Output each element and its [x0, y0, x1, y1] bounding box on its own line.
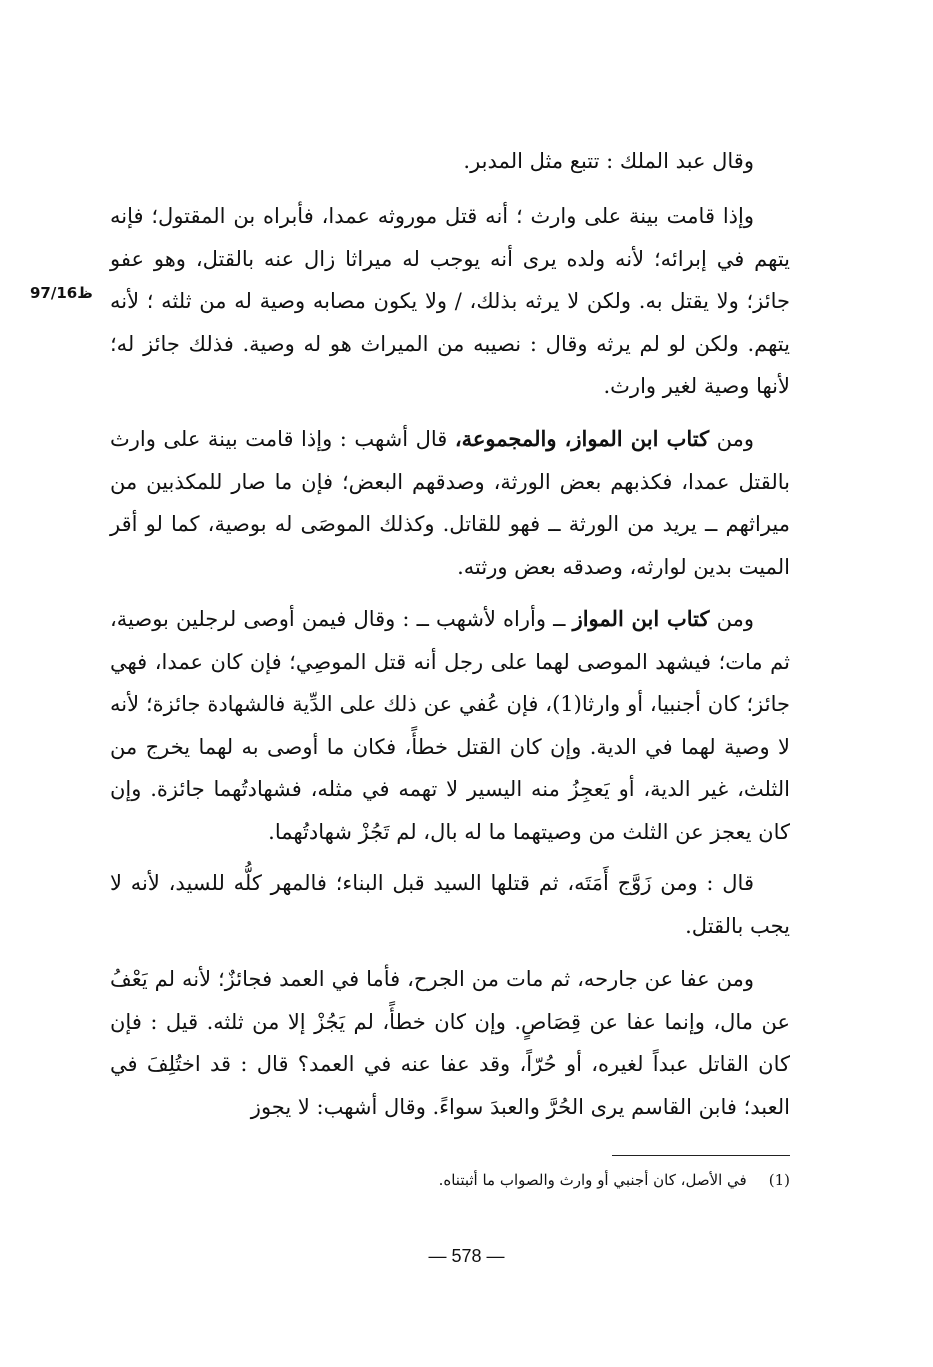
paragraph-3-intro: ومن [709, 427, 754, 451]
paragraph-6 [110, 958, 790, 1128]
page-number: — 578 — [428, 1246, 505, 1266]
footnote-text: في الأصل، كان أجنبي أو وارث والصواب ما أثبتناه. [438, 1171, 747, 1189]
paragraph-4-book-title: كتاب ابن المواز [572, 606, 710, 631]
paragraph-3-rest: قال أشهب : وإذا قامت بينة على وارث بالقتل عمدا، فكذبهم بعض الورثة، وصدقهم البعض؛ فإن ما صار للمكذبين من ميراثهم ــ يريد من الورثة ــ فهو للقاتل. وكذلك الموصَى له بوصية، كما لو أقر الميت بدين لوارثه، وصدقه بعض ورثته. [110, 427, 790, 579]
paragraph-4-rest: ــ وأراه لأشهب ــ : وقال فيمن أوصى لرجلين بوصية، ثم مات؛ فيشهد الموصى لهما على رجل أنه قتل الموصِي؛ فإن كان عمدا، فهي جائز؛ كان أجنبيا، أو وارثا(1)، فإن عُفي عن ذلك على الدِّية فالشهادة جائزة؛ لأنه لا وصية لهما في الدية. وإن كان القتل خطأً، فكان ما أوصى به لهما يخرج من الثلث، غير الدية، أو يَعجِزُ منه اليسير لا تهمه في مثله، فشهادتُهما جائزة. وإن كان يعجز عن الثلث من وصيتهما ما له بال، لم تَجُزْ شهادتُهما. [110, 607, 790, 844]
paragraph-6-text: ومن عفا عن جارحه، ثم مات من الجرح، فأما في العمد فجائزٌ؛ لأنه لم يَعْفُ عن مال، وإنما عفا عن قِصَاصٍ. وإن كان خطأً، لم يَجُزْ إلا من ثلثه. قيل : فإن كان القاتل عبداً لغيره، أو حُرّاً، وقد عفا عنه في العمد؟ قال : قد اختُلِفَ في العبد؛ فابن القاسم يرى الحُرَّ والعبدَ سواءً. وقال أشهب: لا يجوز [110, 967, 790, 1119]
paragraph-3-text [110, 418, 790, 588]
margin-folio-note: 97/16ظ [30, 284, 93, 302]
paragraph-2-text: وإذا قامت بينة على وارث ؛ أنه قتل موروثه عمدا، فأبراه بن المقتول؛ فإنه يتهم في إبرائه؛ لأنه ولده يرى أنه يوجب له ميراثا زال عنه بالقتل، وهو عفو جائز؛ ولا يقتل به. ولكن لا يرثه بذلك، / ولا يكون مصابه وصية له من ثلثه ؛ لأنه يتهم. ولكن لو لم يرثه وقال : نصيبه من الميراث هو له وصية. فذلك جائز له؛ لأنها وصية لغير وارث. [110, 204, 790, 398]
paragraph-4-intro: ومن [709, 607, 754, 631]
paragraph-3-book-title: كتاب ابن المواز، والمجموعة، [454, 426, 710, 451]
paragraph-1 [110, 140, 790, 183]
paragraph-5 [110, 862, 790, 947]
footnote-number: (1) [768, 1171, 790, 1189]
footnote [300, 1168, 790, 1192]
paragraph-4-text [110, 598, 790, 853]
paragraph-2 [110, 195, 790, 408]
paragraph-3 [110, 418, 790, 588]
paragraph-5-text: قال : ومن زَوَّج أَمَتَه، ثم قتلها السيد قبل البناء؛ فالمهر كلُّه للسيد، لأنه لا يجب بالقتل. [110, 871, 790, 938]
paragraph-1-text: وقال عبد الملك : تتبع مثل المدبر. [463, 149, 754, 173]
footnote-divider [612, 1155, 790, 1156]
paragraph-4 [110, 598, 790, 853]
